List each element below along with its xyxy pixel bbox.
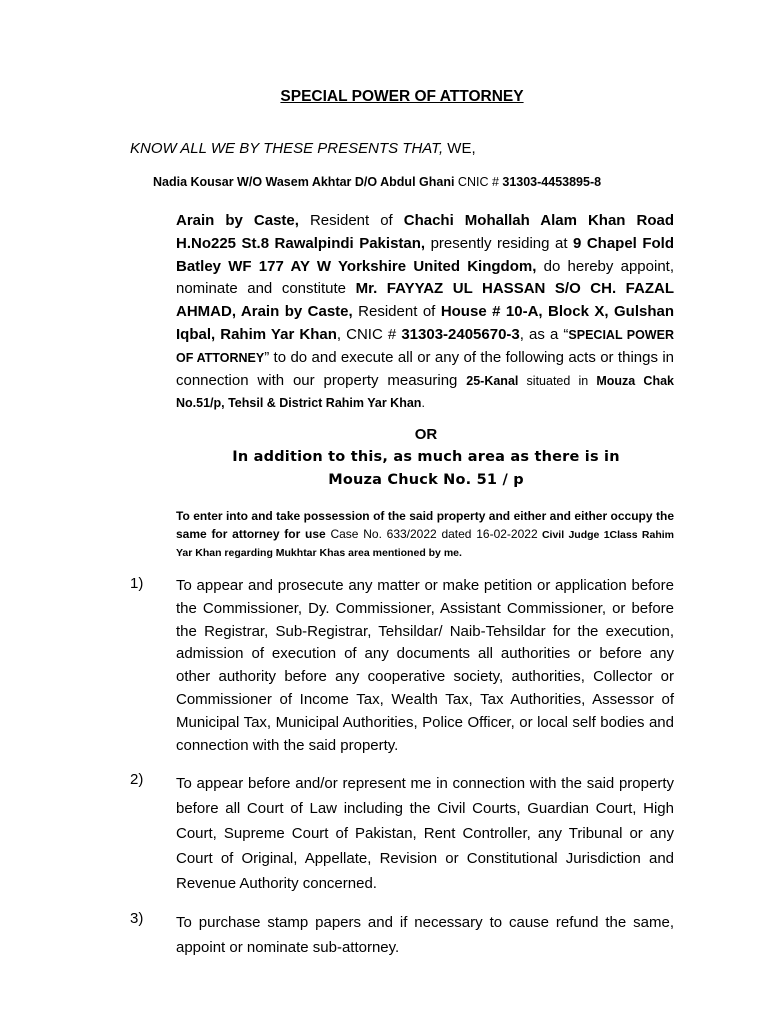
item-number: 3) — [130, 910, 144, 927]
addition-line-1: In addition to this, as much area as there is in — [232, 449, 620, 465]
item-text: To appear and prosecute any matter or make petition or application before the Commissioner, Dy. Commissioner, Assistant Commissioner, or before the Registrar, Sub-Registrar, Tehsildar/ Naib-Tehsildar for the execution, admission of execution of any documents all authorities or before any other authority before any cooperative society, authorities, Collector or Commissioner of Income Tax, Wealth Tax, Tax Authorities, Assessor of Municipal Tax, Municipal Authorities, Police Officer, or local self bodies and connection with the said property. — [176, 577, 674, 754]
document-title: SPECIAL POWER OF ATTORNEY — [280, 88, 524, 105]
or-heading: OR — [414, 426, 438, 443]
spa-label: SPECIAL POWER OF ATTORNEY — [176, 327, 674, 365]
item-text: To purchase stamp papers and if necessary to cause refund the same, appoint or nominate sub-attorney. — [176, 914, 674, 956]
text-run: situated in — [518, 373, 597, 388]
principal-cnic-label: CNIC # — [454, 175, 503, 189]
case-reference: Case No. 633/2022 dated 16-02-2022 — [330, 526, 538, 541]
property-size: 25-Kanal — [466, 373, 519, 388]
text-run: ” to do and execute all or any of the following acts or things in connection with our property measuring — [176, 348, 675, 389]
attorney-name: Mr. FAYYAZ UL HASSAN S/O CH. FAZAL AHMAD, Arain by Caste, — [176, 280, 674, 321]
appointment-paragraph — [176, 210, 674, 415]
caste: Arain by Caste, — [176, 212, 299, 229]
addition-note — [0, 446, 768, 492]
court-reference: Civil Judge 1Class Rahim Yar Khan regarding Mukhtar Khas area mentioned by me. — [176, 528, 675, 559]
possession-paragraph — [176, 508, 674, 563]
property-location: Mouza Chak No.51/p, Tehsil & District Rahim Yar Khan — [176, 373, 674, 411]
text-run: , as a “ — [519, 325, 569, 343]
text-run: , CNIC # — [336, 325, 402, 343]
item-text: To appear before and/or represent me in connection with the said property before all Court of Law including the Civil Courts, Guardian Court, High Court, Supreme Court of Pakistan, Rent Controller, any Tribunal or any Court of Original, Appellate, Revision or Constitutional Jurisdiction and Revenue Authority concerned. — [176, 775, 674, 892]
attorney-cnic: 31303-2405670-3 — [401, 325, 520, 343]
text-run: Resident of — [352, 303, 441, 321]
text-run: do hereby appoint, nominate and constitute — [176, 257, 674, 298]
intro-line — [130, 140, 476, 157]
text-run: . — [421, 396, 425, 411]
principal-name: Nadia Kousar W/O Wasem Akhtar D/O Abdul Ghani — [153, 175, 455, 189]
possession-text: To enter into and take possession of the said property and either and either occupy the same for attorney for use — [176, 509, 674, 541]
intro-italic: KNOW ALL WE BY THESE PRESENTS THAT, — [130, 140, 444, 157]
current-address: 9 Chapel Fold Batley WF 177 AY W Yorkshire United Kingdom, — [176, 234, 675, 275]
item-number: 1) — [130, 575, 144, 592]
text-run: presently residing at — [425, 234, 573, 252]
item-number: 2) — [130, 771, 144, 788]
intro-tail: WE, — [443, 140, 476, 157]
principal-line — [153, 175, 601, 189]
text-run: Resident of — [298, 212, 404, 229]
addition-line-2: Mouza Chuck No. 51 / p — [328, 472, 524, 488]
attorney-address: House # 10-A, Block X, Gulshan Iqbal, Rahim Yar Khan — [176, 303, 675, 343]
resident-address: Chachi Mohallah Alam Khan Road H.No225 St.8 Rawalpindi Pakistan, — [176, 212, 674, 252]
principal-cnic: 31303-4453895-8 — [502, 175, 602, 189]
